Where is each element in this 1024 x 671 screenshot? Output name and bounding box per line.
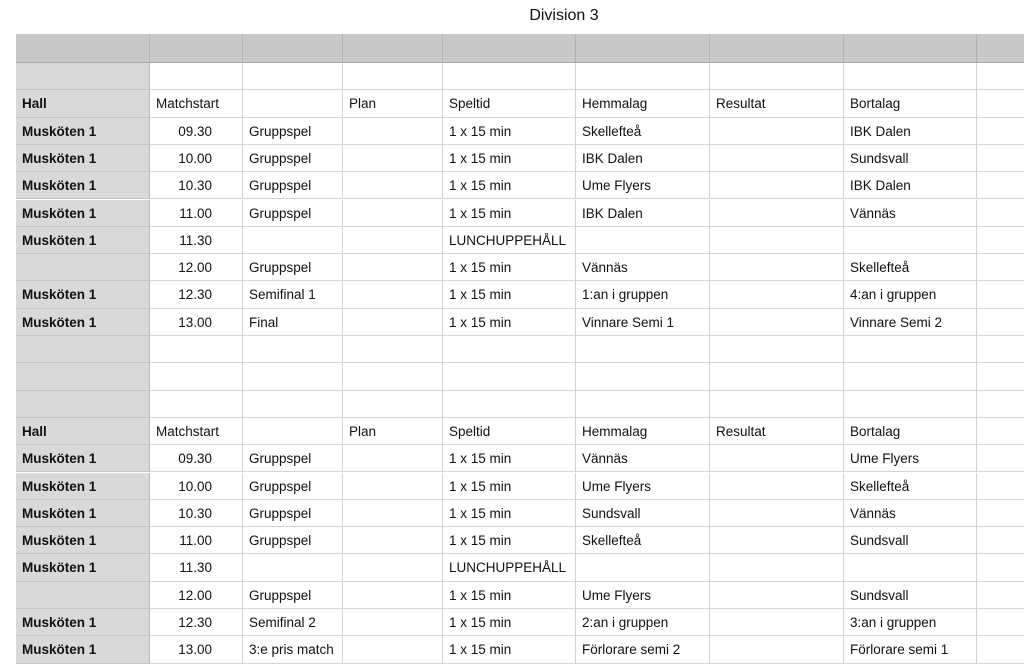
bortalag-cell[interactable]: [844, 554, 977, 581]
table-row: [16, 145, 1024, 172]
empty-cell[interactable]: [977, 636, 1024, 663]
match-type-cell[interactable]: Gruppspel: [243, 582, 343, 609]
empty-cell[interactable]: [576, 363, 710, 390]
empty-cell[interactable]: [977, 309, 1024, 336]
hemmalag-cell[interactable]: IBK Dalen: [576, 145, 710, 172]
empty-cell[interactable]: [844, 63, 977, 90]
header-hemmalag-cell[interactable]: Hemmalag: [576, 418, 710, 445]
speltid-cell[interactable]: 1 x 15 min: [443, 445, 576, 472]
plan-cell[interactable]: [343, 172, 443, 199]
hemmalag-cell[interactable]: Ume Flyers: [576, 473, 710, 500]
bortalag-cell[interactable]: Vännäs: [844, 500, 977, 527]
plan-cell[interactable]: [343, 445, 443, 472]
bortalag-cell[interactable]: 3:an i gruppen: [844, 609, 977, 636]
resultat-cell[interactable]: [710, 582, 844, 609]
hemmalag-cell[interactable]: Ume Flyers: [576, 172, 710, 199]
hemmalag-cell[interactable]: Vinnare Semi 1: [576, 309, 710, 336]
empty-cell[interactable]: [343, 63, 443, 90]
plan-cell[interactable]: [343, 281, 443, 308]
speltid-cell[interactable]: 1 x 15 min: [443, 145, 576, 172]
resultat-cell[interactable]: [710, 254, 844, 281]
empty-cell[interactable]: [710, 391, 844, 418]
empty-cell[interactable]: [16, 391, 150, 418]
empty-cell[interactable]: [977, 473, 1024, 500]
table-row: [16, 172, 1024, 199]
header-plan-cell[interactable]: Plan: [343, 90, 443, 117]
match-type-cell[interactable]: 3:e pris match: [243, 636, 343, 663]
bortalag-cell[interactable]: Skellefteå: [844, 254, 977, 281]
empty-cell[interactable]: [150, 63, 243, 90]
plan-cell[interactable]: [343, 527, 443, 554]
empty-cell[interactable]: [844, 336, 977, 363]
empty-cell[interactable]: [977, 254, 1024, 281]
hall-cell[interactable]: Musköten 1: [16, 309, 150, 336]
matchstart-cell[interactable]: 10.30: [150, 500, 243, 527]
empty-cell[interactable]: [576, 391, 710, 418]
empty-cell[interactable]: [343, 363, 443, 390]
speltid-cell[interactable]: 1 x 15 min: [443, 118, 576, 145]
matchstart-cell[interactable]: 10.30: [150, 172, 243, 199]
matchstart-cell[interactable]: 11.00: [150, 200, 243, 227]
hemmalag-cell[interactable]: 1:an i gruppen: [576, 281, 710, 308]
empty-cell[interactable]: [343, 391, 443, 418]
matchstart-cell[interactable]: 09.30: [150, 445, 243, 472]
header-speltid-cell[interactable]: Speltid: [443, 418, 576, 445]
hemmalag-cell[interactable]: Vännäs: [576, 254, 710, 281]
empty-cell[interactable]: [243, 391, 343, 418]
resultat-cell[interactable]: [710, 527, 844, 554]
empty-cell[interactable]: [977, 200, 1024, 227]
column-header[interactable]: [243, 34, 343, 62]
speltid-cell[interactable]: 1 x 15 min: [443, 527, 576, 554]
empty-cell[interactable]: [977, 418, 1024, 445]
match-type-cell[interactable]: Semifinal 1: [243, 281, 343, 308]
column-header[interactable]: [710, 34, 844, 62]
bortalag-cell[interactable]: IBK Dalen: [844, 118, 977, 145]
header-bortalag-cell[interactable]: Bortalag: [844, 418, 977, 445]
empty-cell[interactable]: [443, 63, 576, 90]
empty-cell[interactable]: [844, 363, 977, 390]
hemmalag-cell[interactable]: Skellefteå: [576, 118, 710, 145]
bortalag-cell[interactable]: [844, 227, 977, 254]
empty-cell[interactable]: [977, 227, 1024, 254]
resultat-cell[interactable]: [710, 200, 844, 227]
hemmalag-cell[interactable]: [576, 554, 710, 581]
resultat-cell[interactable]: [710, 609, 844, 636]
match-type-cell[interactable]: Final: [243, 309, 343, 336]
header-row: [16, 418, 1024, 445]
empty-cell[interactable]: [977, 445, 1024, 472]
empty-cell[interactable]: [977, 500, 1024, 527]
resultat-cell[interactable]: [710, 554, 844, 581]
resultat-cell[interactable]: [710, 636, 844, 663]
speltid-cell[interactable]: 1 x 15 min: [443, 500, 576, 527]
matchstart-cell[interactable]: 09.30: [150, 118, 243, 145]
matchstart-cell[interactable]: 10.00: [150, 145, 243, 172]
hall-cell[interactable]: Musköten 1: [16, 281, 150, 308]
match-type-cell[interactable]: [243, 227, 343, 254]
column-header[interactable]: [844, 34, 977, 62]
header-hemmalag-cell[interactable]: Hemmalag: [576, 90, 710, 117]
table-row: [16, 309, 1024, 336]
bortalag-cell[interactable]: Vännäs: [844, 200, 977, 227]
matchstart-cell[interactable]: 11.30: [150, 554, 243, 581]
plan-cell[interactable]: [343, 500, 443, 527]
empty-cell[interactable]: [977, 336, 1024, 363]
resultat-cell[interactable]: [710, 172, 844, 199]
hall-cell[interactable]: [16, 254, 150, 281]
empty-row: [16, 336, 1024, 363]
speltid-cell[interactable]: 1 x 15 min: [443, 200, 576, 227]
plan-cell[interactable]: [343, 609, 443, 636]
empty-cell[interactable]: [710, 336, 844, 363]
column-header[interactable]: [443, 34, 576, 62]
table-row: [16, 227, 1024, 254]
resultat-cell[interactable]: [710, 227, 844, 254]
hall-cell[interactable]: Musköten 1: [16, 227, 150, 254]
table-row: [16, 200, 1024, 227]
empty-cell[interactable]: [443, 391, 576, 418]
empty-cell[interactable]: [150, 336, 243, 363]
speltid-cell[interactable]: 1 x 15 min: [443, 473, 576, 500]
matchstart-cell[interactable]: 12.00: [150, 582, 243, 609]
matchstart-cell[interactable]: 10.00: [150, 473, 243, 500]
table-row: [16, 254, 1024, 281]
speltid-cell[interactable]: 1 x 15 min: [443, 636, 576, 663]
hall-cell[interactable]: Musköten 1: [16, 554, 150, 581]
hemmalag-cell[interactable]: 2:an i gruppen: [576, 609, 710, 636]
column-header[interactable]: [977, 34, 1024, 62]
empty-cell[interactable]: [150, 363, 243, 390]
header-hall-cell[interactable]: Hall: [16, 90, 150, 117]
empty-cell[interactable]: [977, 582, 1024, 609]
empty-cell[interactable]: [977, 118, 1024, 145]
speltid-cell[interactable]: 1 x 15 min: [443, 281, 576, 308]
empty-cell[interactable]: [977, 172, 1024, 199]
empty-cell[interactable]: [16, 63, 150, 90]
table-row: [16, 445, 1024, 472]
table-row: [16, 554, 1024, 581]
table-row: [16, 500, 1024, 527]
empty-cell[interactable]: [576, 336, 710, 363]
match-type-cell[interactable]: Gruppspel: [243, 118, 343, 145]
header-plan-cell[interactable]: Plan: [343, 418, 443, 445]
table-row: [16, 636, 1024, 663]
empty-cell[interactable]: [977, 391, 1024, 418]
plan-cell[interactable]: [343, 554, 443, 581]
hall-cell[interactable]: Musköten 1: [16, 636, 150, 663]
speltid-cell[interactable]: 1 x 15 min: [443, 609, 576, 636]
hemmalag-cell[interactable]: IBK Dalen: [576, 200, 710, 227]
table-row: [16, 118, 1024, 145]
column-header[interactable]: [343, 34, 443, 62]
resultat-cell[interactable]: [710, 500, 844, 527]
hemmalag-cell[interactable]: Skellefteå: [576, 527, 710, 554]
empty-cell[interactable]: [710, 63, 844, 90]
matchstart-cell[interactable]: 11.00: [150, 527, 243, 554]
empty-row: [16, 363, 1024, 390]
resultat-cell[interactable]: [710, 309, 844, 336]
empty-cell[interactable]: [443, 363, 576, 390]
header-resultat-cell[interactable]: Resultat: [710, 418, 844, 445]
header-bortalag-cell[interactable]: Bortalag: [844, 90, 977, 117]
matchstart-cell[interactable]: 13.00: [150, 309, 243, 336]
bortalag-cell[interactable]: 4:an i gruppen: [844, 281, 977, 308]
table-row: [16, 609, 1024, 636]
empty-cell[interactable]: [243, 336, 343, 363]
matchstart-cell[interactable]: 13.00: [150, 636, 243, 663]
bortalag-cell[interactable]: IBK Dalen: [844, 172, 977, 199]
match-type-cell[interactable]: Gruppspel: [243, 473, 343, 500]
resultat-cell[interactable]: [710, 473, 844, 500]
empty-cell[interactable]: [977, 363, 1024, 390]
speltid-cell[interactable]: 1 x 15 min: [443, 309, 576, 336]
hall-cell[interactable]: Musköten 1: [16, 172, 150, 199]
matchstart-cell[interactable]: 11.30: [150, 227, 243, 254]
header-matchstart-cell[interactable]: Matchstart: [150, 418, 243, 445]
plan-cell[interactable]: [343, 309, 443, 336]
bortalag-cell[interactable]: Vinnare Semi 2: [844, 309, 977, 336]
bortalag-cell[interactable]: Sundsvall: [844, 145, 977, 172]
spreadsheet-table[interactable]: [16, 34, 1024, 671]
matchstart-cell[interactable]: 12.30: [150, 281, 243, 308]
bortalag-cell[interactable]: Sundsvall: [844, 582, 977, 609]
hemmalag-cell[interactable]: Ume Flyers: [576, 582, 710, 609]
empty-cell[interactable]: [243, 363, 343, 390]
speltid-cell[interactable]: 1 x 15 min: [443, 254, 576, 281]
header-match-type-cell[interactable]: [243, 90, 343, 117]
empty-row: [16, 63, 1024, 90]
hemmalag-cell[interactable]: Vännäs: [576, 445, 710, 472]
resultat-cell[interactable]: [710, 281, 844, 308]
match-type-cell[interactable]: Semifinal 2: [243, 609, 343, 636]
header-resultat-cell[interactable]: Resultat: [710, 90, 844, 117]
hall-cell[interactable]: Musköten 1: [16, 500, 150, 527]
match-type-cell[interactable]: Gruppspel: [243, 254, 343, 281]
speltid-cell[interactable]: LUNCHUPPEHÅLL: [443, 227, 576, 254]
empty-cell[interactable]: [343, 336, 443, 363]
table-row: [16, 582, 1024, 609]
plan-cell[interactable]: [343, 636, 443, 663]
plan-cell[interactable]: [343, 254, 443, 281]
bortalag-cell[interactable]: Ume Flyers: [844, 445, 977, 472]
speltid-cell[interactable]: LUNCHUPPEHÅLL: [443, 554, 576, 581]
empty-cell[interactable]: [977, 554, 1024, 581]
hall-cell[interactable]: Musköten 1: [16, 473, 150, 500]
sheet-title: Division 3: [529, 7, 599, 24]
speltid-cell[interactable]: 1 x 15 min: [443, 582, 576, 609]
header-match-type-cell[interactable]: [243, 418, 343, 445]
empty-cell[interactable]: [576, 63, 710, 90]
empty-cell[interactable]: [977, 281, 1024, 308]
bortalag-cell[interactable]: Skellefteå: [844, 473, 977, 500]
hall-cell[interactable]: Musköten 1: [16, 200, 150, 227]
hall-cell[interactable]: Musköten 1: [16, 527, 150, 554]
hemmalag-cell[interactable]: [576, 227, 710, 254]
plan-cell[interactable]: [343, 118, 443, 145]
hall-cell[interactable]: Musköten 1: [16, 609, 150, 636]
plan-cell[interactable]: [343, 473, 443, 500]
resultat-cell[interactable]: [710, 445, 844, 472]
match-type-cell[interactable]: [243, 554, 343, 581]
resultat-cell[interactable]: [710, 145, 844, 172]
empty-cell[interactable]: [977, 145, 1024, 172]
plan-cell[interactable]: [343, 227, 443, 254]
match-type-cell[interactable]: Gruppspel: [243, 445, 343, 472]
column-header[interactable]: [576, 34, 710, 62]
header-matchstart-cell[interactable]: Matchstart: [150, 90, 243, 117]
empty-cell[interactable]: [443, 336, 576, 363]
bortalag-cell[interactable]: Sundsvall: [844, 527, 977, 554]
matchstart-cell[interactable]: 12.30: [150, 609, 243, 636]
hemmalag-cell[interactable]: Förlorare semi 2: [576, 636, 710, 663]
column-header[interactable]: [150, 34, 243, 62]
empty-cell[interactable]: [977, 90, 1024, 117]
match-type-cell[interactable]: Gruppspel: [243, 172, 343, 199]
header-speltid-cell[interactable]: Speltid: [443, 90, 576, 117]
matchstart-cell[interactable]: 12.00: [150, 254, 243, 281]
table-row: [16, 527, 1024, 554]
plan-cell[interactable]: [343, 145, 443, 172]
empty-cell[interactable]: [977, 609, 1024, 636]
match-type-cell[interactable]: Gruppspel: [243, 527, 343, 554]
column-header[interactable]: [16, 34, 150, 62]
table-row: [16, 473, 1024, 500]
header-row: [16, 90, 1024, 117]
empty-row: [16, 391, 1024, 418]
empty-cell[interactable]: [977, 527, 1024, 554]
hemmalag-cell[interactable]: Sundsvall: [576, 500, 710, 527]
empty-cell[interactable]: [710, 363, 844, 390]
empty-cell[interactable]: [243, 63, 343, 90]
plan-cell[interactable]: [343, 200, 443, 227]
bortalag-cell[interactable]: Förlorare semi 1: [844, 636, 977, 663]
hall-cell[interactable]: Musköten 1: [16, 145, 150, 172]
header-hall-cell[interactable]: Hall: [16, 418, 150, 445]
match-type-cell[interactable]: Gruppspel: [243, 500, 343, 527]
table-row: [16, 281, 1024, 308]
hall-cell[interactable]: Musköten 1: [16, 445, 150, 472]
hall-cell[interactable]: [16, 582, 150, 609]
column-header-bar[interactable]: [16, 34, 1024, 63]
plan-cell[interactable]: [343, 582, 443, 609]
empty-cell[interactable]: [16, 363, 150, 390]
resultat-cell[interactable]: [710, 118, 844, 145]
empty-cell[interactable]: [977, 63, 1024, 90]
empty-cell[interactable]: [150, 391, 243, 418]
match-type-cell[interactable]: Gruppspel: [243, 200, 343, 227]
speltid-cell[interactable]: 1 x 15 min: [443, 172, 576, 199]
hall-cell[interactable]: Musköten 1: [16, 118, 150, 145]
empty-cell[interactable]: [16, 336, 150, 363]
empty-cell[interactable]: [844, 391, 977, 418]
match-type-cell[interactable]: Gruppspel: [243, 145, 343, 172]
